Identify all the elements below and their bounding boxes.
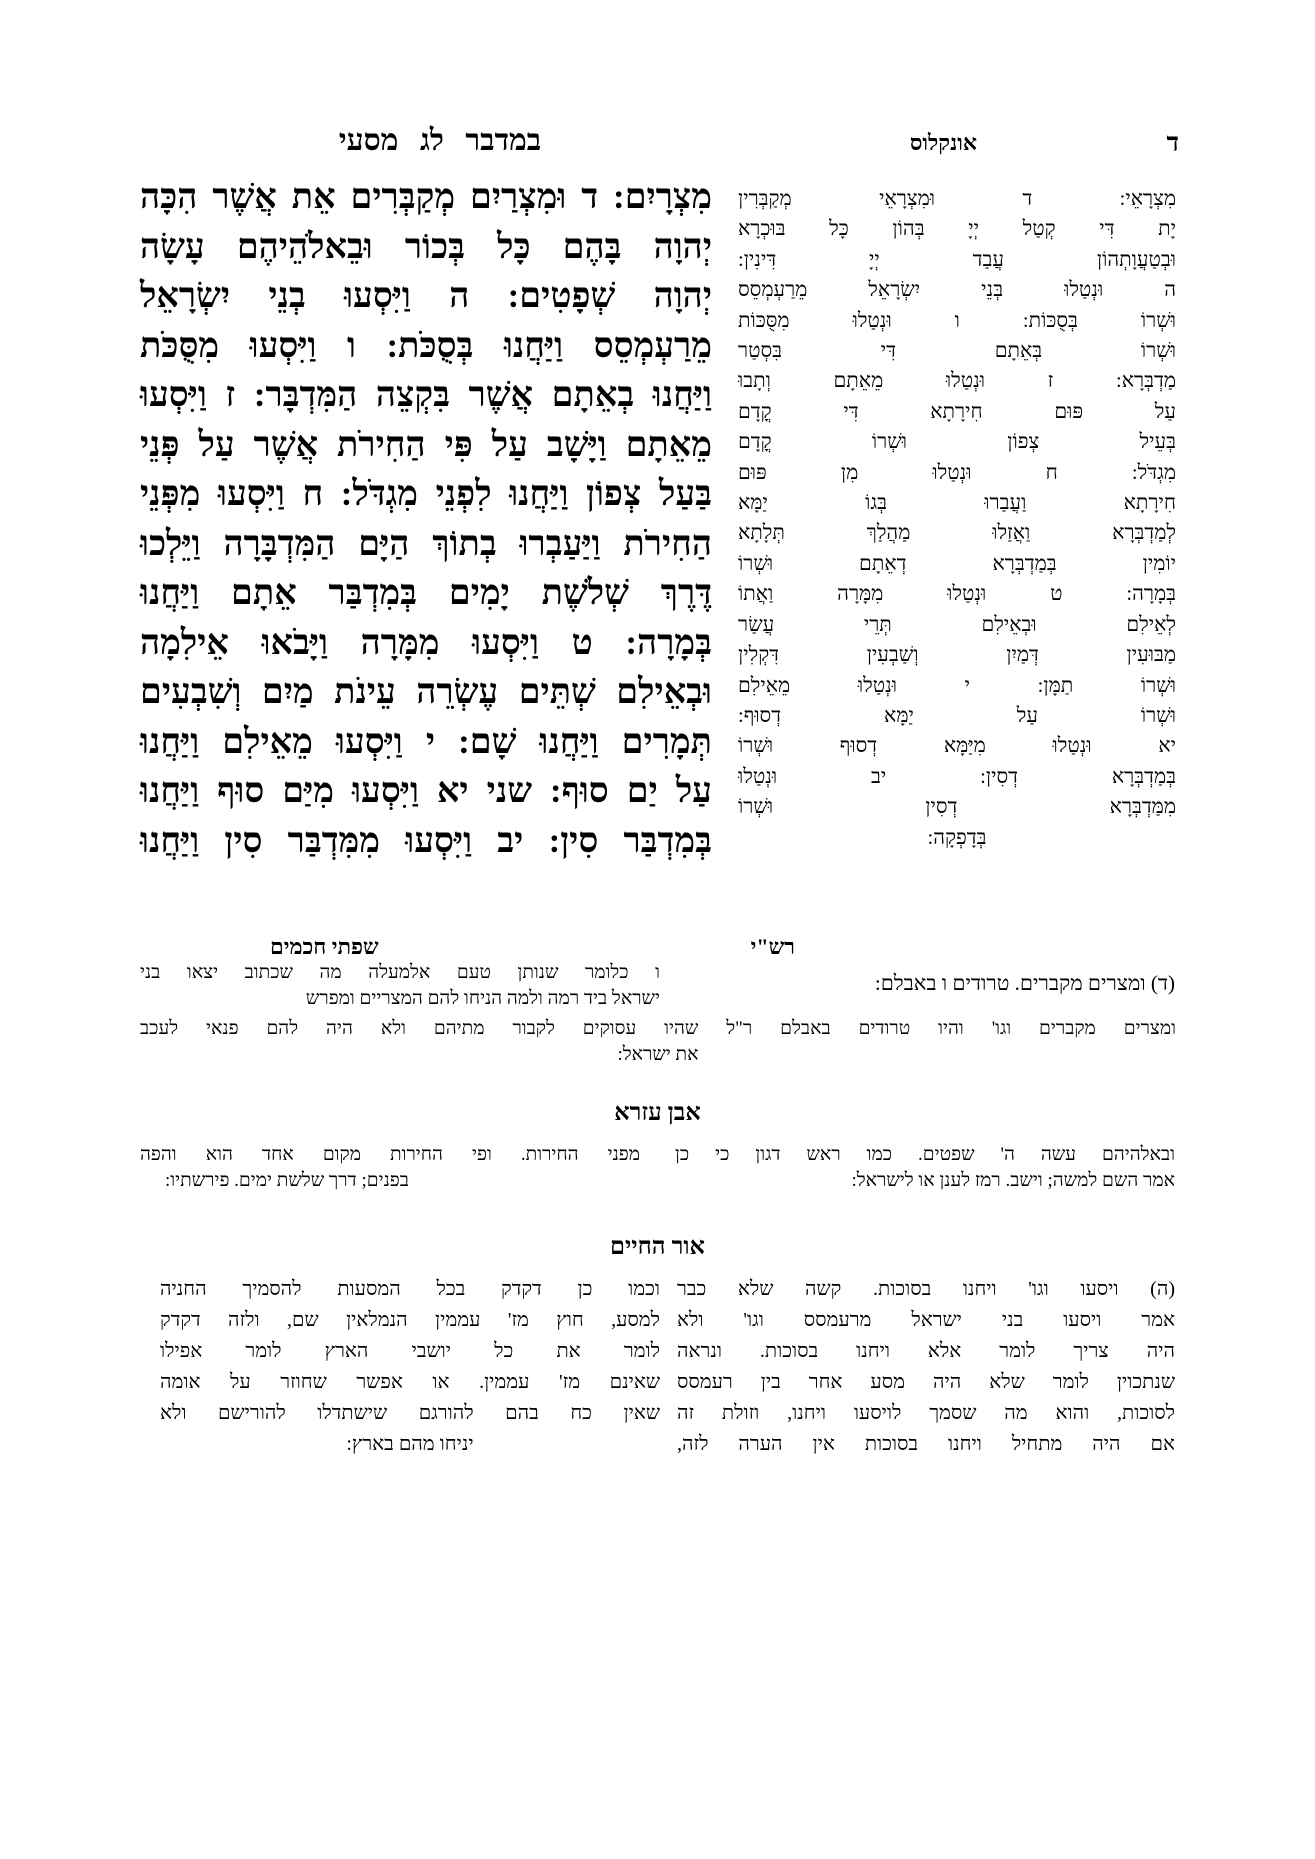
rashi-continuation-line: ומצרים מקברים וגו' והיו טרודים באבלם ר"ל שהיו עסוקים לקבור מתיהם ולא היה להם פנאי לעכב — [140, 1018, 1176, 1039]
onkelos-line: יָת דִּי קְטַל יְיָ בְּהוֹן כָּל בּוּכְרָא — [738, 218, 1176, 241]
or-hachaim-title: אור החיים — [610, 1234, 705, 1260]
torah-line: דֶּרֶךְ שְׁלֹשֶׁת יָמִים בְּמִדְבַּר אֵתָם וַיַּחֲנוּ — [140, 573, 712, 612]
ibn-ezra-right-column — [675, 1142, 1175, 1194]
or-hachaim-line: לומר את כל יושבי הארץ לומר אפילו — [160, 1340, 660, 1362]
rashi-continuation — [140, 1016, 1176, 1068]
rashi-comment: (ד) ומצרים מקברים. טרודים ו באבלם: — [874, 971, 1175, 995]
onkelos-column — [738, 184, 1176, 853]
onkelos-line: עַל פּוּם חִירָתָא דִּי קֳדָם — [738, 400, 1176, 423]
torah-line: בְּמִדְבַּר סִין: יב וַיִּסְעוּ מִמִּדְבַּר סִין וַיַּחֲנוּ — [140, 820, 712, 860]
onkelos-header-label: אונקלוס — [909, 130, 977, 155]
onkelos-line: לְמַדְבְּרָא וַאֲזַלוּ מַהֲלַךְ תְּלָתָא — [738, 522, 1176, 545]
or-hachaim-line: היה צריך לומר אלא ויחנו בסוכות. ונראה — [677, 1340, 1175, 1362]
onkelos-line: בְּמַדְבְּרָא דְסִין: יב וּנְטַלוּ — [738, 765, 1176, 788]
or-hachaim-right-column — [677, 1274, 1175, 1460]
onkelos-line: בְּמָרָה: ט וּנְטַלוּ מִמָּרָה וַאֲתוֹ — [738, 583, 1176, 606]
torah-line: וַיַּחֲנוּ בְאֵתָם אֲשֶׁר בִּקְצֵה הַמִּדְבָּר: ז וַיִּסְעוּ — [140, 375, 712, 414]
onkelos-line: וּשְׁרוֹ עַל יַמָּא דְסוּף: — [738, 704, 1176, 727]
or-hachaim-line: אמר ויסעו בני ישראל מרעמסס וגו' ולא — [677, 1309, 1175, 1331]
onkelos-line: וּשְׁרוֹ בְּאֵתָם דִּי בִּסְטַר — [738, 340, 1176, 363]
onkelos-line: וּבְטַעֲוָתְהוֹן עֲבַד יְיָ דִּינִין: — [738, 248, 1176, 271]
or-hachaim-line: שאינם מז' עממין. או אפשר שחוזר על אומה — [160, 1371, 660, 1393]
onkelos-line: וּשְׁרוֹ בְּסֻכּוֹת: ו וּנְטַלוּ מִסֻּכּוֹת — [738, 309, 1176, 332]
onkelos-line: לְאֵילִם וּבְאֵילִם תְּרֵי עֲשַׂר — [738, 613, 1176, 636]
siftei-chachamim-text — [140, 960, 660, 1012]
ibn-ezra-line: בפנים; דרך שלשת ימים. פירשתיו: — [165, 1170, 409, 1191]
onkelos-line: מִמַּדְבְּרָא דְסִין וּשְׁרוֹ — [738, 796, 1176, 819]
onkelos-line: מִצְרָאֵי: ד וּמִצְרָאֵי מְקַבְּרִין — [738, 188, 1176, 210]
ibn-ezra-left-column — [140, 1142, 640, 1194]
or-hachaim-line: (ה) ויסעו וגו' ויחנו בסוכות. קשה שלא כבר — [677, 1278, 1175, 1300]
torah-line: מֵרַעְמְסֵס וַיַּחֲנוּ בְּסֻכֹּת: ו וַיִּסְעוּ מִסֻּכֹּת — [140, 325, 712, 365]
torah-line: הַחִירֹת וַיַּעַבְרוּ בְתוֹךְ הַיָּם הַמִּדְבָּרָה וַיֵּלְכוּ — [140, 523, 712, 563]
rashi-continuation-line: את ישראל: — [617, 1044, 699, 1065]
or-hachaim-line: שנתכוין לומר שלא היה מסע אחר בין רעמסס — [677, 1371, 1175, 1393]
onkelos-line: חִירָתָא וַעֲבַרוּ בְּגוֹ יַמָּא — [738, 492, 1176, 515]
siftei-line: ישראל ביד רמה ולמה הניחו להם המצריים ומפרש — [305, 988, 660, 1009]
or-hachaim-line: לסוכות, והוא מה שסמך לויסעו ויחנו, וזולת זה — [677, 1402, 1175, 1424]
torah-line: יְהוָה בָּהֶם כָּל בְּכוֹר וּבֵאלֹהֵיהֶם עָשָׂה — [140, 226, 712, 266]
onkelos-line: וּשְׁרוֹ תַמָּן: י וּנְטַלוּ מֵאֵילִם — [738, 674, 1176, 697]
onkelos-line: יא וּנְטַלוּ מִיַּמָּא דְסוּף וּשְׁרוֹ — [738, 735, 1176, 758]
torah-line: מֵאֵתָם וַיָּשָׁב עַל פִּי הַחִירֹת אֲשֶׁר עַל פְּנֵי — [140, 424, 712, 464]
onkelos-line: בְּדָפְקָה: — [927, 826, 987, 849]
page-number-letter: ד — [1166, 128, 1179, 157]
siftei-line: ו כלומר שנותן טעם אלמעלה מה שכתוב יצאו בני — [140, 962, 660, 983]
torah-line: עַל יַם סוּף: שני יא וַיִּסְעוּ מִיַּם סוּף וַיַּחֲנוּ — [140, 771, 712, 810]
onkelos-line: מַבּוּעִין דְּמַיִן וְשַׁבְעִין דִּקְלִין — [738, 644, 1176, 667]
torah-line: בַּעַל צְפוֹן וַיַּחֲנוּ לִפְנֵי מִגְדֹּל: ח וַיִּסְעוּ מִפְּנֵי — [140, 474, 712, 513]
rashi-title: רש"י — [750, 934, 795, 959]
running-title: במדבר לג מסעי — [338, 124, 542, 157]
or-hachaim-line: אם היה מתחיל ויחנו בסוכות אין הערה לזה, — [677, 1433, 1175, 1455]
onkelos-line: מִגְדֹּל: ח וּנְטַלוּ מִן פּוּם — [738, 461, 1176, 484]
rashi-text — [675, 970, 1175, 996]
or-hachaim-line: יניחו מהם בארץ: — [346, 1433, 474, 1455]
torah-line: יְהוָה שְׁפָטִים: ה וַיִּסְעוּ בְנֵי יִשְׂרָאֵל — [140, 276, 712, 315]
siftei-chachamim-title: שפתי חכמים — [270, 934, 379, 959]
ibn-ezra-title: אבן עזרא — [614, 1100, 701, 1126]
or-hachaim-line: למסע, חוץ מז' עממין הנמלאין שם, ולזה דקדק — [160, 1309, 660, 1331]
ibn-ezra-line: ובאלהיהם עשה ה' שפטים. כמו ראש דגון כי כן — [675, 1144, 1175, 1165]
torah-line: בְּמָרָה: ט וַיִּסְעוּ מִמָּרָה וַיָּבֹאוּ אֵילִמָה — [140, 622, 712, 662]
or-hachaim-line: שאין כח בהם להורגם שישתדלו להורישם ולא — [160, 1402, 660, 1424]
ibn-ezra-line: מפני החירות. ופי החירות מקום אחד הוא והפה — [140, 1144, 640, 1165]
torah-text-column — [140, 172, 712, 865]
torah-line: מִצְרָיִם: ד וּמִצְרַיִם מְקַבְּרִים אֵת אֲשֶׁר הִכָּה — [140, 177, 712, 216]
ibn-ezra-line: אמר השם למשה; וישב. רמז לענן או לישראל: — [851, 1170, 1175, 1191]
onkelos-line: ה וּנְטַלוּ בְּנֵי יִשְׂרָאֵל מֵרַעְמְסֵס — [738, 279, 1176, 302]
torah-line: תְּמָרִים וַיַּחֲנוּ שָׁם: י וַיִּסְעוּ מֵאֵילִם וַיַּחֲנוּ — [140, 721, 712, 761]
onkelos-line: בְּעֵיל צְפוֹן וּשְׁרוֹ קֳדָם — [738, 431, 1176, 454]
or-hachaim-left-column — [160, 1274, 660, 1460]
or-hachaim-line: וכמו כן דקדק בכל המסעות להסמיך החניה — [160, 1278, 660, 1300]
onkelos-line: מַדְבְּרָא: ז וּנְטַלוּ מֵאֵתָם וְתָבוּ — [738, 370, 1176, 393]
onkelos-line: יוֹמִין בְּמַדְבְּרָא דְאֵתָם וּשְׁרוֹ — [738, 552, 1176, 575]
torah-line: וּבְאֵילִם שְׁתֵּים עֶשְׂרֵה עֵינֹת מַיִם וְשִׁבְעִים — [140, 672, 712, 711]
